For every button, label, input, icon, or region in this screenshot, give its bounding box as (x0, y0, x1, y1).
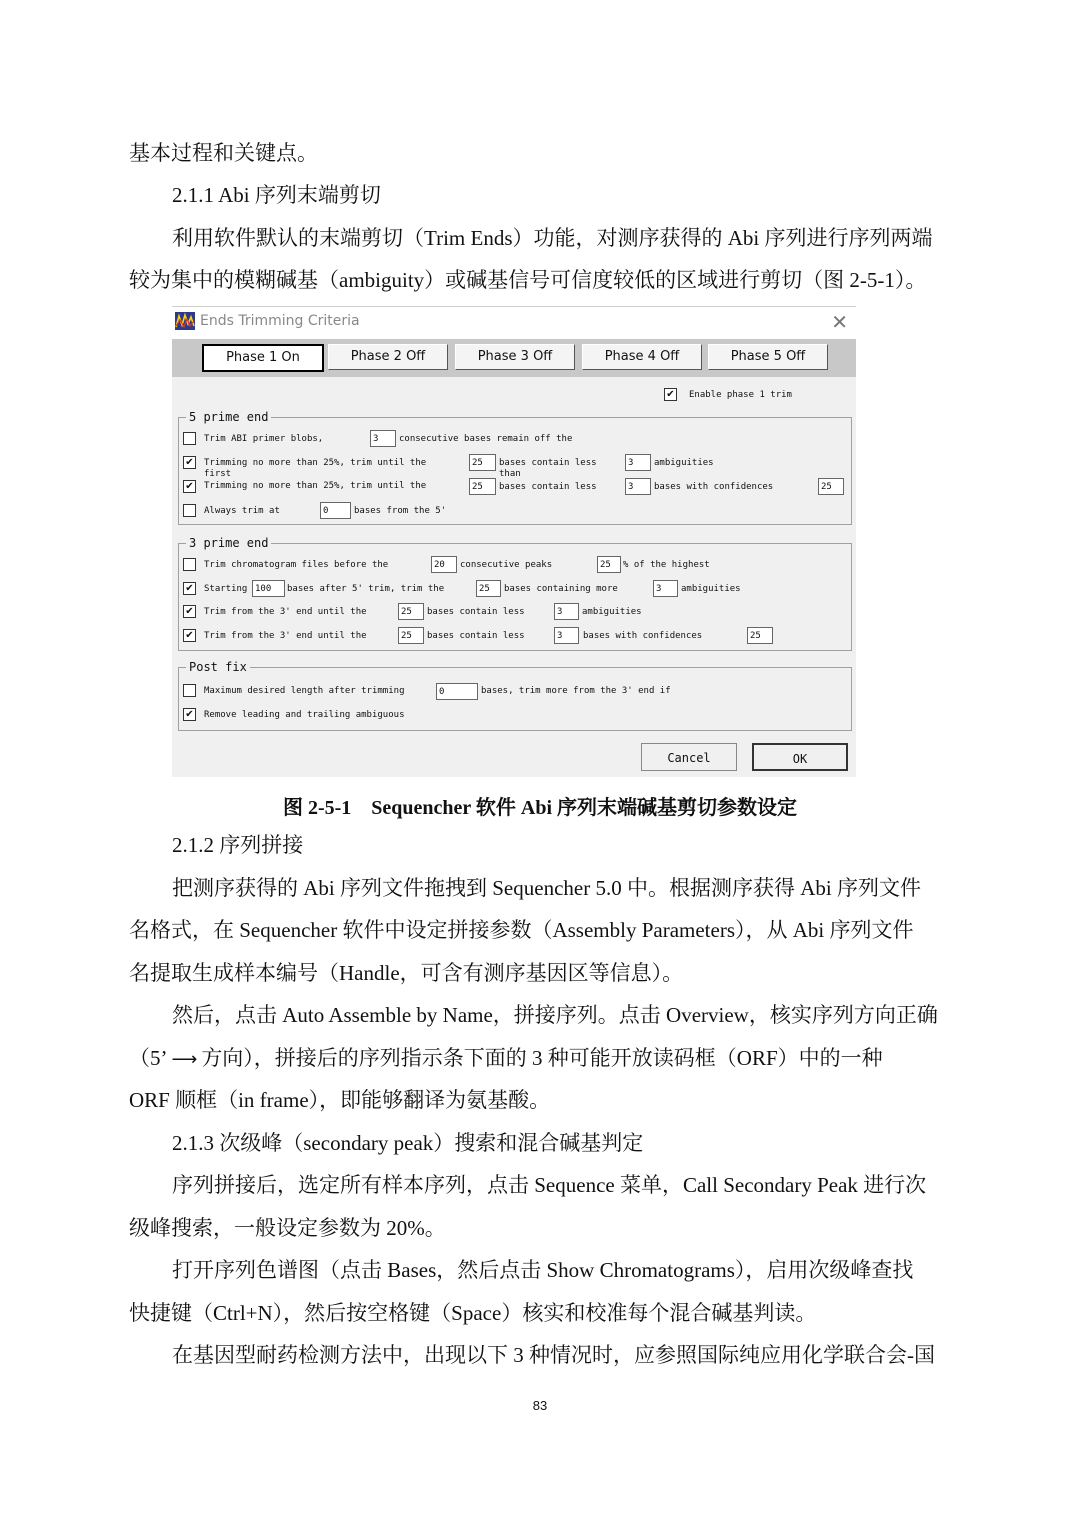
fp-row3-text: bases contain less (499, 482, 597, 492)
paragraph-line: 级峰搜索，一般设定参数为 20%。 (129, 1216, 446, 1240)
fp-row2-text: bases contain less (499, 458, 597, 468)
fp-row3-input3[interactable]: 25 (818, 478, 844, 495)
fp-row2-input1[interactable]: 25 (469, 454, 496, 471)
tp-row4-input2[interactable]: 3 (554, 627, 579, 644)
paragraph-fragment: 方向），拼接后的序列指示条下面的 3 种可能开放读码框（ORF）中的一种 (201, 1046, 883, 1070)
tab-phase-2[interactable]: Phase 2 Off (328, 344, 448, 370)
tp-row1-input1[interactable]: 20 (431, 556, 457, 573)
fp-row2-label: Trimming no more than 25%, trim until the (204, 458, 427, 468)
pf-row1-checkbox[interactable] (183, 684, 196, 697)
tp-row3-input2[interactable]: 3 (554, 603, 579, 620)
pf-row2-checkbox[interactable]: ✔ (183, 708, 196, 721)
section-heading: 2.1.1 Abi 序列末端剪切 (172, 183, 381, 207)
group-label: 3 prime end (186, 535, 271, 551)
enable-phase1-label: Enable phase 1 trim (689, 390, 792, 400)
paragraph-line: 在基因型耐药检测方法中，出现以下 3 种情况时，应参照国际纯应用化学联合会-国 (172, 1343, 935, 1367)
paragraph-line: 序列拼接后，选定所有样本序列，点击 Sequence 菜单，Call Secondary Peak 进行次 (172, 1173, 927, 1197)
pf-row1-input[interactable]: 0 (436, 683, 478, 700)
paragraph-line: 打开序列色谱图（点击 Bases，然后点击 Show Chromatograms），启用次级峰查找 (172, 1258, 914, 1282)
tp-row4-text: bases contain less (427, 631, 525, 641)
tp-row4-checkbox[interactable]: ✔ (183, 629, 196, 642)
group-label: Post fix (186, 659, 250, 675)
fp-row1-input[interactable]: 3 (370, 430, 396, 447)
post-fix-group (178, 660, 852, 731)
tab-phase-5[interactable]: Phase 5 Off (708, 344, 828, 370)
enable-phase1-checkbox[interactable]: ✔ (664, 388, 677, 401)
close-icon[interactable]: ✕ (831, 310, 848, 334)
tp-row2-text3: ambiguities (681, 584, 741, 594)
paragraph-fragment: （5’ (129, 1046, 168, 1070)
tp-row4-input3[interactable]: 25 (747, 627, 773, 644)
paragraph-line: 快捷键（Ctrl+N），然后按空格键（Space）核实和校准每个混合碱基判读。 (129, 1301, 817, 1325)
fp-row2-input2[interactable]: 3 (625, 454, 651, 471)
section-heading: 2.1.3 次级峰（secondary peak）搜索和混合碱基判定 (172, 1131, 644, 1155)
tp-row3-text2: ambiguities (582, 607, 642, 617)
tp-row1-text2: % of the highest (623, 560, 710, 570)
paragraph-line: ORF 顺框（in frame），即能够翻译为氨基酸。 (129, 1088, 551, 1112)
tp-row4-input1[interactable]: 25 (398, 627, 424, 644)
paragraph-line: 名格式，在 Sequencher 软件中设定拼接参数（Assembly Parameters），从 Abi 序列文件 (129, 918, 914, 942)
tp-row1-label: Trim chromatogram files before the (204, 560, 389, 570)
fp-row2-text2: ambiguities (654, 458, 714, 468)
tp-row2-input2[interactable]: 25 (476, 580, 501, 597)
paragraph-line: 名提取生成样本编号（Handle，可含有测序基因区等信息）。 (129, 961, 684, 985)
tp-row3-text: bases contain less (427, 607, 525, 617)
tp-row2-checkbox[interactable]: ✔ (183, 582, 196, 595)
tp-row2-input1[interactable]: 100 (252, 580, 285, 597)
fp-row3-text2: bases with confidences (654, 482, 774, 492)
fp-row3-input2[interactable]: 3 (625, 478, 651, 495)
tp-row2-label: Starting (204, 584, 248, 594)
section-heading: 2.1.2 序列拼接 (172, 833, 304, 857)
fp-row1-label: Trim ABI primer blobs, (204, 434, 324, 444)
paragraph-line: 利用软件默认的末端剪切（Trim Ends）功能，对测序获得的 Abi 序列进行序列两端 (172, 226, 933, 250)
fp-row2-first: first (204, 469, 232, 479)
fp-row3-label: Trimming no more than 25%, trim until the (204, 481, 427, 491)
tp-row2-text: bases after 5' trim, trim the (287, 584, 445, 594)
tp-row2-input3[interactable]: 3 (653, 580, 678, 597)
pf-row2-label: Remove leading and trailing ambiguous (204, 710, 405, 720)
cancel-button[interactable]: Cancel (641, 743, 737, 771)
paragraph-line: 把测序获得的 Abi 序列文件拖拽到 Sequencher 5.0 中。根据测序获得 Abi 序列文件 (172, 876, 921, 900)
pf-row1-label: Maximum desired length after trimming (204, 686, 405, 696)
paragraph-line: 较为集中的模糊碱基（ambiguity）或碱基信号可信度较低的区域进行剪切（图 2-5-1）。 (129, 268, 927, 292)
tp-row4-text2: bases with confidences (583, 631, 703, 641)
page-number: 83 (532, 1398, 548, 1413)
phase-tabbar (172, 339, 856, 377)
fp-row1-text: consecutive bases remain off the (399, 434, 573, 444)
right-arrow-icon: ⟶ (171, 1049, 198, 1070)
paragraph-line (129, 1045, 883, 1073)
paragraph-line: 然后，点击 Auto Assemble by Name，拼接序列。点击 Overview，核实序列方向正确 (172, 1003, 938, 1027)
figure-caption: 图 2-5-1 Sequencher 软件 Abi 序列末端碱基剪切参数设定 (282, 797, 798, 819)
tab-phase-4[interactable]: Phase 4 Off (582, 344, 702, 370)
fp-row3-checkbox[interactable]: ✔ (183, 480, 196, 493)
fp-row4-text: bases from the 5' (354, 506, 447, 516)
tab-phase-1[interactable]: Phase 1 On (202, 344, 324, 372)
ok-button[interactable]: OK (752, 743, 848, 771)
paragraph-line: 基本过程和关键点。 (129, 141, 318, 165)
pf-row1-text: bases, trim more from the 3' end if (481, 686, 671, 696)
tp-row2-text2: bases containing more (504, 584, 618, 594)
fp-row4-input[interactable]: 0 (320, 502, 351, 519)
fp-row2-than: than (499, 469, 521, 479)
app-icon (175, 312, 195, 330)
tp-row4-label: Trim from the 3' end until the (204, 631, 367, 641)
tp-row1-input2[interactable]: 25 (597, 556, 621, 573)
tp-row3-checkbox[interactable]: ✔ (183, 605, 196, 618)
tp-row3-label: Trim from the 3' end until the (204, 607, 367, 617)
tp-row1-text: consecutive peaks (460, 560, 553, 570)
fp-row3-input1[interactable]: 25 (469, 478, 496, 495)
dialog-titlebar (172, 307, 856, 339)
fp-row1-checkbox[interactable] (183, 432, 196, 445)
ends-trimming-dialog (172, 306, 856, 777)
fp-row2-checkbox[interactable]: ✔ (183, 456, 196, 469)
tp-row3-input1[interactable]: 25 (398, 603, 424, 620)
dialog-title: Ends Trimming Criteria (200, 313, 360, 329)
fp-row4-label: Always trim at (204, 506, 280, 516)
fp-row4-checkbox[interactable] (183, 504, 196, 517)
tab-phase-3[interactable]: Phase 3 Off (455, 344, 575, 370)
group-label: 5 prime end (186, 409, 271, 425)
tp-row1-checkbox[interactable] (183, 558, 196, 571)
